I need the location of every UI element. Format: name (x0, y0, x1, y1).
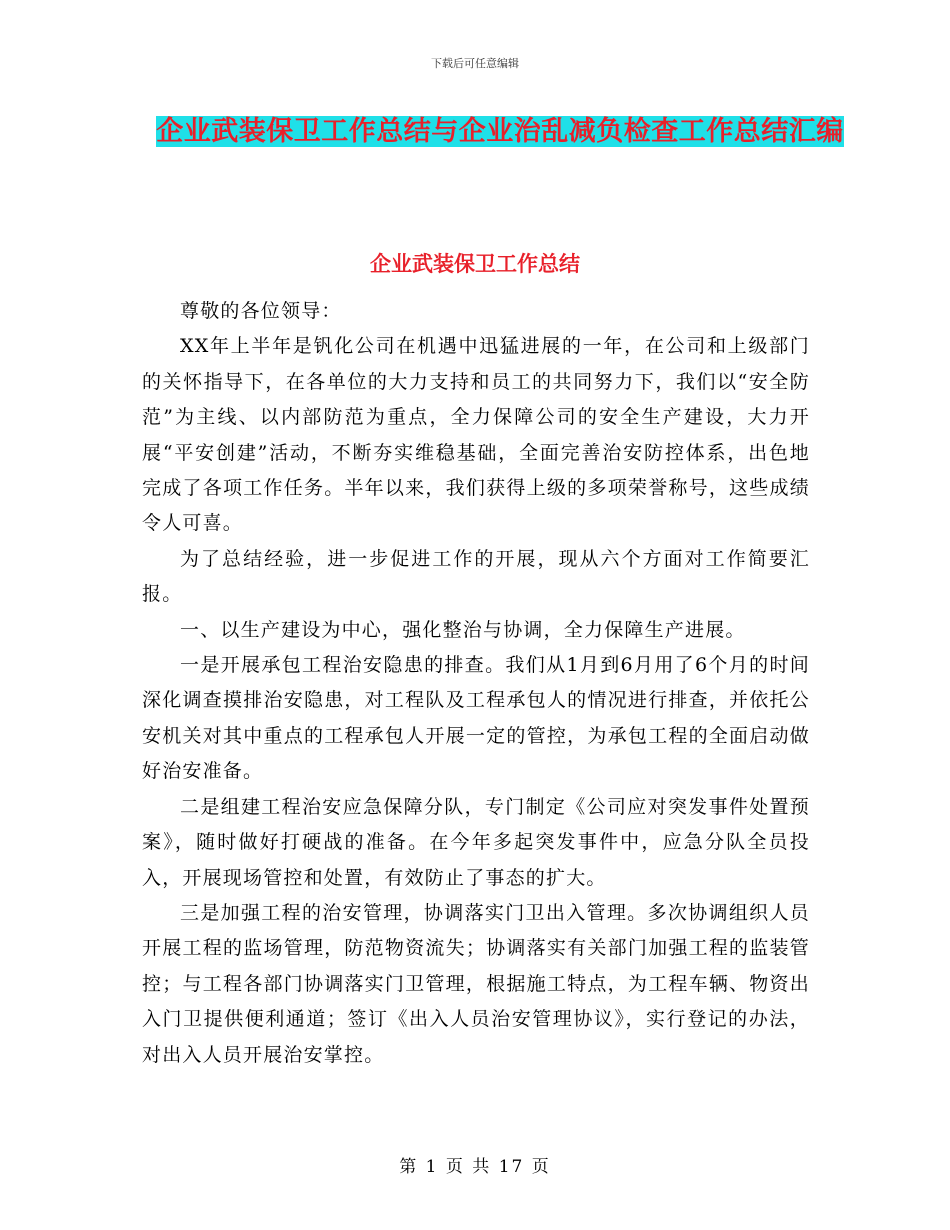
paragraph-salutation: 尊敬的各位领导： (180, 300, 342, 322)
paragraph: 一、以生产建设为中心，强化整治与协调，全力保障生产进展。 (180, 618, 746, 641)
paragraph: 一是开展承包工程治安隐患的排查。我们从1月到6月用了6个月的时间深化调查摸排治安隐患，对工程队及工程承包人的情况进行排查，并依托公安机关对其中重点的工程承包人开展一定的管控，为承包工程的全面启动做好治安准备。 (142, 654, 810, 783)
header-note: 下载后可任意编辑 (431, 57, 519, 70)
paragraph: 三是加强工程的治安管理，协调落实门卫出入管理。多次协调组织人员开展工程的监场管理，防范物资流失；协调落实有关部门加强工程的监装管控；与工程各部门协调落实门卫管理，根据施工特点，为工程车辆、物资出入门卫提供便利通道；签订《出入人员治安管理协议》，实行登记的办法，对出入人员开展治安掌控。 (142, 901, 810, 1066)
paragraph: XX年上半年是钒化公司在机遇中迅猛进展的一年，在公司和上级部门的关怀指导下，在各单位的大力支持和员工的共同努力下，我们以“安全防范”为主线、以内部防范为重点，全力保障公司的安全生产建设，大力开展“平安创建”活动，不断夯实维稳基础，全面完善治安防控体系，出色地完成了各项工作任务。半年以来，我们获得上级的多项荣誉称号，这些成绩令人可喜。 (142, 335, 810, 535)
document-body (142, 294, 810, 1073)
paragraph: 为了总结经验，进一步促进工作的开展，现从六个方面对工作简要汇报。 (142, 547, 810, 606)
paragraph: 二是组建工程治安应急保障分队，专门制定《公司应对突发事件处置预案》，随时做好打硬战的准备。在今年多起突发事件中，应急分队全员投入，开展现场管控和处置，有效防止了事态的扩大。 (142, 795, 810, 889)
document-title (140, 110, 860, 154)
page-number-footer: 第 1 页 共 17 页 (399, 1157, 551, 1177)
section-title: 企业武装保卫工作总结 (370, 252, 580, 276)
document-title-text: 企业武装保卫工作总结与企业治乱减负检查工作总结汇编 (156, 116, 844, 147)
